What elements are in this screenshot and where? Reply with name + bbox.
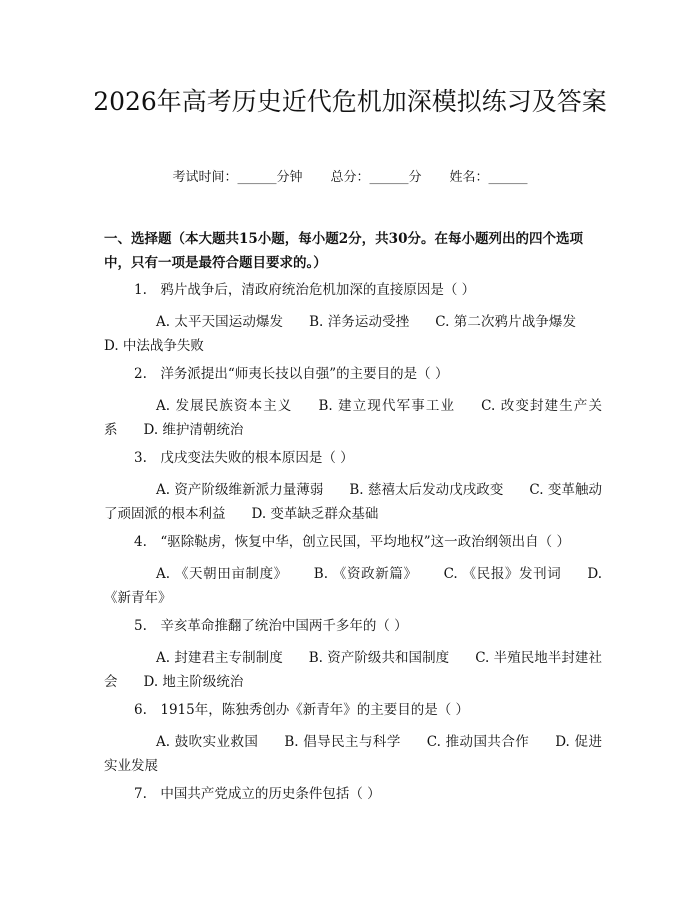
question-6 [104, 699, 602, 721]
option-b: B. 《资政新篇》 [313, 566, 418, 582]
option-b: B. 慈禧太后发动戊戌政变 [349, 482, 504, 498]
option-a: A. 封建君主专制制度 [156, 650, 283, 666]
question-4 [104, 531, 602, 553]
document-title: 2026年高考历史近代危机加深模拟练习及答案 [93, 87, 607, 116]
option-d: D. 《新青年》 [104, 566, 602, 606]
option-c: C. 推动国共合作 [426, 734, 530, 750]
option-d: D. 中法战争失败 [104, 338, 204, 354]
question-1-options [104, 310, 602, 358]
question-2 [104, 363, 602, 385]
question-1 [104, 279, 602, 301]
option-b: B. 建立现代军事工业 [318, 398, 456, 414]
option-b: B. 资产阶级共和国制度 [308, 650, 450, 666]
question-6-options [104, 730, 602, 778]
question-stem: 5. 辛亥革命推翻了统治中国两千多年的（ ） [134, 618, 408, 634]
option-c: C. 《民报》发刊词 [443, 566, 562, 582]
option-a: A. 太平天国运动爆发 [156, 314, 284, 330]
question-4-options [104, 562, 602, 610]
question-stem: 4. “驱除鞑虏，恢复中华，创立民国，平均地权”这一政治纲领出自（ ） [134, 534, 570, 550]
question-stem: 2. 洋务派提出“师夷长技以自强”的主要目的是（ ） [134, 366, 449, 382]
question-3 [104, 447, 602, 469]
question-7 [104, 783, 602, 805]
question-stem: 3. 戊戌变法失败的根本原因是（ ） [134, 450, 354, 466]
exam-name: 姓名：______ [449, 170, 528, 185]
question-5 [104, 615, 602, 637]
question-2-options [104, 394, 602, 442]
exam-time: 考试时间：______分钟 [172, 170, 303, 185]
exam-score: 总分：______分 [330, 170, 422, 185]
option-b: B. 洋务运动受挫 [309, 314, 410, 330]
option-c: C. 变革触动了顽固派的根本利益 [104, 482, 602, 522]
option-a: A. 《天朝田亩制度》 [156, 566, 288, 582]
question-stem: 1. 鸦片战争后，清政府统治危机加深的直接原因是（ ） [134, 282, 476, 298]
question-3-options [104, 478, 602, 526]
option-a: A. 鼓吹实业救国 [156, 734, 259, 750]
question-stem: 7. 中国共产党成立的历史条件包括（ ） [134, 786, 381, 802]
option-c: C. 改变封建生产关系 [104, 398, 602, 438]
exam-info [0, 168, 700, 188]
option-d: D. 维护清朝统治 [143, 422, 244, 438]
option-c: C. 半殖民地半封建社会 [104, 650, 602, 690]
option-a: A. 资产阶级维新派力量薄弱 [156, 482, 324, 498]
option-c: C. 第二次鸦片战争爆发 [435, 314, 576, 330]
option-d: D. 促进实业发展 [104, 734, 602, 774]
question-stem: 6. 1915年，陈独秀创办《新青年》的主要目的是（ ） [134, 702, 470, 718]
option-d: D. 地主阶级统治 [143, 674, 244, 690]
option-b: B. 倡导民主与科学 [284, 734, 401, 750]
question-5-options [104, 646, 602, 694]
option-d: D. 变革缺乏群众基础 [251, 506, 379, 522]
section-heading: 一、选择题（本大题共15小题，每小题2分，共30分。在每小题列出的四个选项中，只有一项是最符合题目要求的。） [104, 231, 583, 271]
option-a: A. 发展民族资本主义 [156, 398, 293, 414]
